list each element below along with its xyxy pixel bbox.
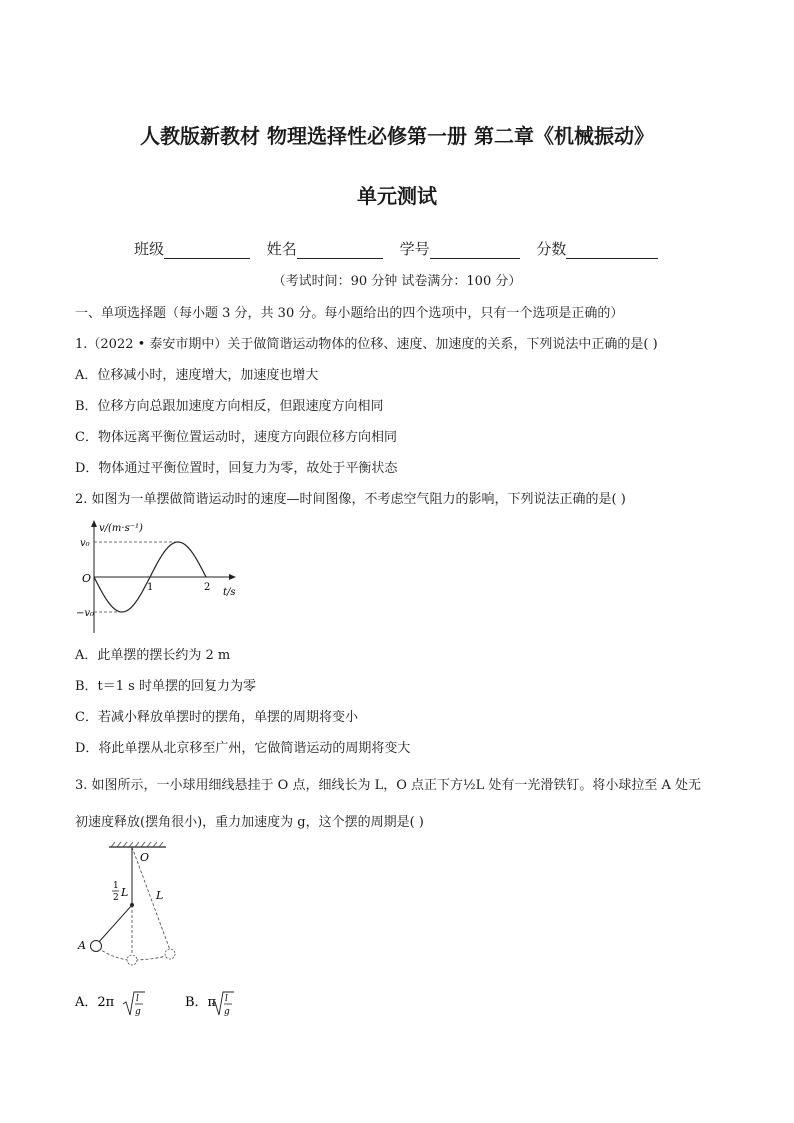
name-blank	[297, 243, 383, 259]
ball-bottom	[127, 955, 137, 965]
q2-stem: 2. 如图为一单摆做简谐运动时的速度—时间图像，不考虑空气阻力的影响，下列说法正确的是( )	[75, 492, 626, 507]
page-title: 人教版新教材 物理选择性必修第一册 第二章《机械振动》	[140, 124, 654, 148]
origin-label: O	[82, 572, 92, 585]
x-axis-arrow	[229, 574, 236, 580]
sqrt-den-a: g	[135, 1007, 141, 1017]
score-label: 分数	[536, 240, 567, 258]
full-l-label: L	[156, 889, 164, 902]
q3-options	[75, 988, 255, 1020]
q3-stem-line1: 3. 如图所示，一小球用细线悬挂于 O 点，细线长为 L，O 点正下方½L 处有一光滑铁钉。将小球拉至 A 处无	[75, 778, 702, 793]
ball-right	[165, 949, 175, 959]
class-blank	[164, 243, 250, 259]
student-info-row	[134, 238, 658, 259]
sqrt-sign-a	[123, 992, 145, 1015]
q3-option-b-prefix: B．π	[185, 995, 217, 1010]
ceiling-hatch	[111, 842, 163, 847]
q2-option-d: D．将此单摆从北京移至广州，它做简谐运动的周期将变大	[75, 741, 411, 756]
q1-option-a: A．位移减小时，速度增大，加速度也增大	[75, 368, 319, 383]
y-axis-label: v/(m·s⁻¹)	[99, 523, 143, 534]
class-label: 班级	[134, 240, 165, 258]
q1-option-d: D．物体通过平衡位置时，回复力为零，故处于平衡状态	[75, 461, 398, 476]
id-blank	[430, 243, 520, 259]
q1-option-b: B．位移方向总跟加速度方向相反，但跟速度方向相同	[75, 399, 384, 414]
velocity-time-graph	[76, 518, 260, 636]
page-subtitle: 单元测试	[357, 184, 437, 208]
neg-v0-label: −v₀	[76, 608, 95, 619]
v0-label: v₀	[80, 538, 90, 549]
point-o-label: O	[140, 851, 150, 864]
q1-stem: 1.（2022 • 泰安市期中）关于做简谐运动物体的位移、速度、加速度的关系，下列说法中正确的是( )	[75, 337, 658, 352]
q3-stem-line2: 初速度释放(摆角很小)，重力加速度为 g，这个摆的周期是( )	[75, 815, 424, 830]
half-l-var: L	[121, 886, 129, 899]
sqrt-den-b: g	[224, 1007, 230, 1017]
ball-at-a	[91, 941, 102, 952]
q2-option-c: C．若减小释放单摆时的摆角，单摆的周期将变小	[75, 710, 358, 725]
sqrt-num-b: l	[225, 994, 228, 1004]
section-heading: 一、单项选择题（每小题 3 分，共 30 分。每小题给出的四个选项中，只有一个选项是正确的）	[75, 306, 624, 321]
y-axis-arrow	[91, 520, 97, 527]
string-to-a	[98, 905, 132, 943]
point-a-label: A	[78, 939, 86, 952]
q2-option-a: A．此单摆的摆长约为 2 m	[75, 648, 231, 663]
q3-option-a-prefix: A．2π	[75, 995, 115, 1010]
q2-option-b: B．t＝1 s 时单摆的回复力为零	[75, 679, 256, 694]
exam-note: （考试时间：90 分钟 试卷满分：100 分）	[272, 274, 522, 289]
score-blank	[566, 243, 658, 259]
half-l-den: 2	[113, 893, 119, 903]
q3-options-formula	[75, 988, 255, 1020]
q1-option-c: C．物体远离平衡位置运动时，速度方向跟位移方向相同	[75, 430, 397, 445]
x-tick-2: 2	[204, 582, 211, 593]
sqrt-num-a: l	[136, 994, 139, 1004]
half-l-num: 1	[113, 881, 119, 891]
id-label: 学号	[399, 240, 430, 258]
x-tick-1: 1	[147, 582, 154, 593]
full-length-dashed	[132, 847, 170, 950]
name-label: 姓名	[266, 240, 297, 258]
x-axis-label: t/s	[223, 587, 236, 598]
pendulum-figure	[74, 842, 204, 968]
